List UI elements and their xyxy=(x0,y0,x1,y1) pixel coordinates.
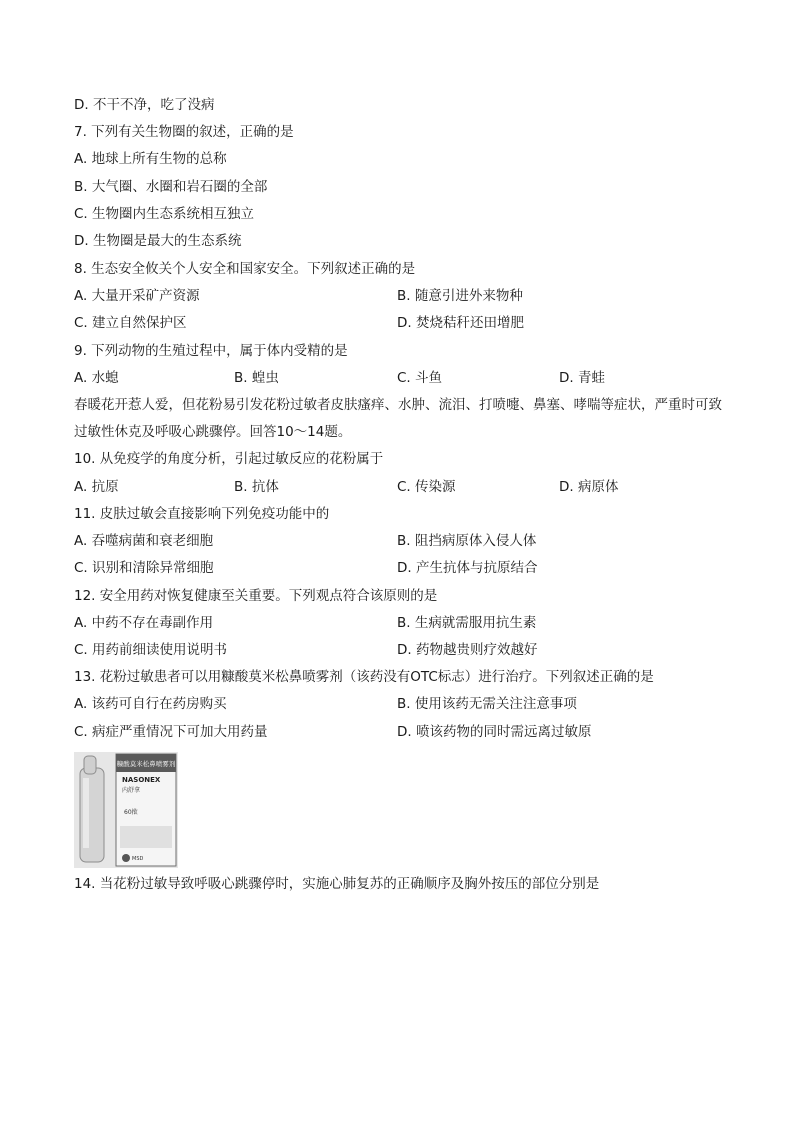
question-8-option-b: B. 随意引进外来物种 xyxy=(397,288,523,304)
maker-logo-icon xyxy=(122,854,130,862)
dose-count-text: 60揿 xyxy=(124,809,138,816)
question-13-stem: 13. 花粉过敏患者可以用糠酸莫米松鼻喷雾剂（该药没有OTC标志）进行治疗。下列叙述正确的是 xyxy=(74,669,654,685)
question-7-option-a: A. 地球上所有生物的总称 xyxy=(74,151,227,167)
question-10-option-b: B. 抗体 xyxy=(234,479,279,495)
question-11-option-c: C. 识别和清除异常细胞 xyxy=(74,560,214,576)
question-8-option-a: A. 大量开采矿产资源 xyxy=(74,288,200,304)
question-13-option-c: C. 病症严重情况下可加大用药量 xyxy=(74,724,268,740)
question-14-stem: 14. 当花粉过敏导致呼吸心跳骤停时，实施心肺复苏的正确顺序及胸外按压的部位分别是 xyxy=(74,876,600,892)
question-10-stem: 10. 从免疫学的角度分析，引起过敏反应的花粉属于 xyxy=(74,451,384,467)
question-13-option-b: B. 使用该药无需关注注意事项 xyxy=(397,696,577,712)
question-10-option-a: A. 抗原 xyxy=(74,479,119,495)
carry-over-option: D. 不干不净，吃了没病 xyxy=(74,97,215,113)
question-7-stem: 7. 下列有关生物圈的叙述，正确的是 xyxy=(74,124,294,140)
question-12-option-b: B. 生病就需服用抗生素 xyxy=(397,615,537,631)
box-title-text: 糠酸莫米松鼻喷雾剂 xyxy=(116,760,176,768)
brand-text: NASONEX xyxy=(122,776,161,784)
question-8-stem: 8. 生态安全攸关个人安全和国家安全。下列叙述正确的是 xyxy=(74,261,416,277)
question-11-option-a: A. 吞噬病菌和衰老细胞 xyxy=(74,533,214,549)
question-8-option-d: D. 焚烧秸秆还田增肥 xyxy=(397,315,524,331)
reading-passage: 春暖花开惹人爱，但花粉易引发花粉过敏者皮肤瘙痒、水肿、流泪、打喷嚏、鼻塞、哮喘等症状，严重时可致过敏性休克及呼吸心跳骤停。回答10～14题。 xyxy=(74,397,722,440)
question-13-option-a: A. 该药可自行在药房购买 xyxy=(74,696,227,712)
question-9-option-d: D. 青蛙 xyxy=(559,370,605,386)
question-8-option-c: C. 建立自然保护区 xyxy=(74,315,187,331)
question-13-option-d: D. 喷该药物的同时需远离过敏原 xyxy=(397,724,592,740)
brand-cn-text: 内舒拿 xyxy=(122,787,141,794)
question-9-option-b: B. 蝗虫 xyxy=(234,370,279,386)
question-12-option-a: A. 中药不存在毒副作用 xyxy=(74,615,214,631)
question-7-option-c: C. 生物圈内生态系统相互独立 xyxy=(74,206,255,222)
question-11-stem: 11. 皮肤过敏会直接影响下列免疫功能中的 xyxy=(74,506,330,522)
nasal-spray-figure xyxy=(74,752,178,868)
question-12-option-d: D. 药物越贵则疗效越好 xyxy=(397,642,538,658)
question-12-stem: 12. 安全用药对恢复健康至关重要。下列观点符合该原则的是 xyxy=(74,588,438,604)
maker-text: MSD xyxy=(132,856,144,862)
question-10-option-c: C. 传染源 xyxy=(397,479,456,495)
nasal-spray-image xyxy=(74,752,178,868)
question-10-option-d: D. 病原体 xyxy=(559,479,619,495)
question-11-option-d: D. 产生抗体与抗原结合 xyxy=(397,560,538,576)
question-9-option-a: A. 水螅 xyxy=(74,370,119,386)
question-12-option-c: C. 用药前细读使用说明书 xyxy=(74,642,228,658)
question-7-option-b: B. 大气圈、水圈和岩石圈的全部 xyxy=(74,179,268,195)
question-9-stem: 9. 下列动物的生殖过程中，属于体内受精的是 xyxy=(74,343,348,359)
question-7-option-d: D. 生物圈是最大的生态系统 xyxy=(74,233,242,249)
question-9-option-c: C. 斗鱼 xyxy=(397,370,443,386)
question-11-option-b: B. 阻挡病原体入侵人体 xyxy=(397,533,537,549)
